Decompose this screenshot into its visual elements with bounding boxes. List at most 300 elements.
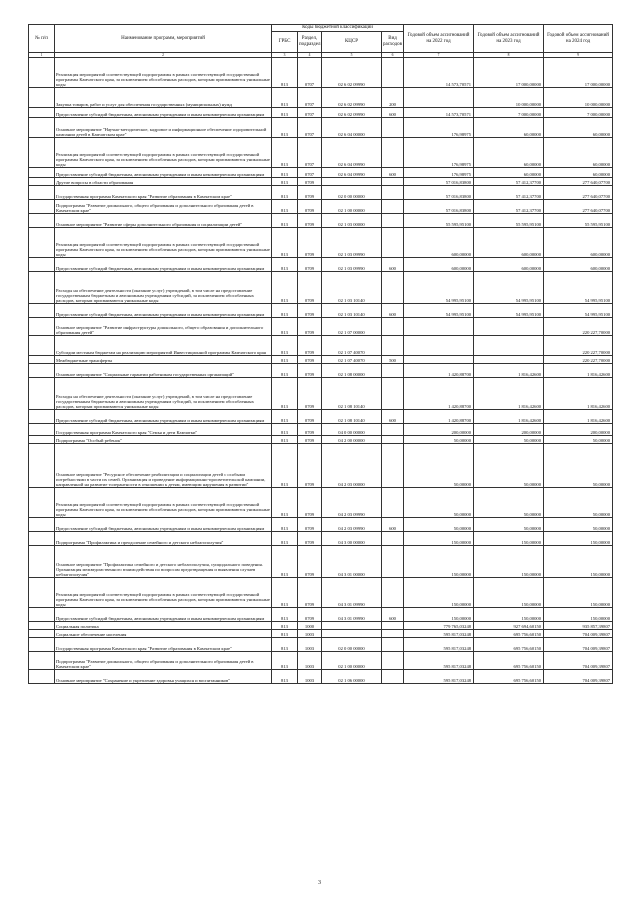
- row-amount-2023: 600,00000: [474, 258, 544, 272]
- row-amount-2024: 1 816,42600: [544, 364, 613, 378]
- row-amount-2022: 150,00000: [404, 532, 474, 546]
- row-grbs: 813: [272, 258, 298, 272]
- row-amount-2023: 150,00000: [474, 546, 544, 578]
- column-number: 9: [544, 53, 613, 58]
- row-amount-2024: 220 227,70000: [544, 356, 613, 364]
- row-grbs: 813: [272, 228, 298, 258]
- row-section: 0709: [298, 178, 322, 186]
- row-amount-2023: 50,00000: [474, 444, 544, 488]
- row-kcsr: 02 6 04 00000: [322, 118, 382, 138]
- row-number: [29, 670, 55, 684]
- row-amount-2024: 50,00000: [544, 436, 613, 444]
- row-number: [29, 652, 55, 670]
- row-amount-2024: 704 009,39807: [544, 670, 613, 684]
- row-vr: [382, 546, 404, 578]
- row-section: 0709: [298, 546, 322, 578]
- row-amount-2024: 55 595,95100: [544, 214, 613, 228]
- row-section: 0709: [298, 518, 322, 532]
- row-number: [29, 630, 55, 638]
- row-vr: 600: [382, 108, 404, 118]
- row-kcsr: 02 1 06 00000: [322, 670, 382, 684]
- header-2022: Годовой объем ассигнований на 2022 год: [404, 25, 474, 53]
- column-number: 6: [382, 53, 404, 58]
- row-vr: [382, 670, 404, 684]
- row-kcsr: 04 2 03 09990: [322, 518, 382, 532]
- row-section: 0709: [298, 356, 322, 364]
- budget-table: [28, 24, 613, 684]
- row-vr: 600: [382, 304, 404, 318]
- table-row: [29, 356, 613, 364]
- table-row: [29, 518, 613, 532]
- row-kcsr: [322, 622, 382, 630]
- row-amount-2022: 176,98975: [404, 138, 474, 168]
- row-amount-2023: 150,00000: [474, 532, 544, 546]
- row-number: [29, 138, 55, 168]
- row-vr: [382, 200, 404, 214]
- row-amount-2022: 150,00000: [404, 546, 474, 578]
- row-kcsr: 02 6 02 09990: [322, 88, 382, 108]
- row-kcsr: 02 1 07 00000: [322, 318, 382, 336]
- table-row: [29, 168, 613, 178]
- row-name: Субсидии местным бюджетам на реализацию мероприятий Инвестиционной программы Камчатского края: [55, 336, 272, 356]
- row-amount-2024: 600,00000: [544, 228, 613, 258]
- row-section: 0707: [298, 118, 322, 138]
- row-grbs: 813: [272, 364, 298, 378]
- row-grbs: 813: [272, 118, 298, 138]
- row-number: [29, 578, 55, 608]
- row-amount-2023: 57 412,37700: [474, 200, 544, 214]
- table-row: [29, 304, 613, 318]
- row-name: Государственная программа Камчатского края "Семья и дети Камчатки": [55, 424, 272, 436]
- row-amount-2023: 695 756,60150: [474, 670, 544, 684]
- row-vr: [382, 436, 404, 444]
- row-kcsr: 04 3 00 00000: [322, 532, 382, 546]
- row-vr: [382, 364, 404, 378]
- table-row: [29, 670, 613, 684]
- row-number: [29, 546, 55, 578]
- table-row: [29, 488, 613, 518]
- row-section: 0707: [298, 168, 322, 178]
- row-kcsr: 02 1 03 10140: [322, 272, 382, 304]
- row-name: Основное мероприятие "Научно-методическое, кадровое и информационное обеспечение оздоровительной кампании детей в Камчатском крае": [55, 118, 272, 138]
- row-number: [29, 622, 55, 630]
- row-name: Реализация мероприятий соответствующей подпрограммы в рамках соответствующей государственной программы Камчатского края, за исключением обособленных расходов, которым присваиваются уникальные коды: [55, 578, 272, 608]
- row-grbs: 813: [272, 378, 298, 410]
- row-vr: [382, 630, 404, 638]
- row-amount-2022: 600,00000: [404, 258, 474, 272]
- table-row: [29, 336, 613, 356]
- row-kcsr: 02 1 07 40070: [322, 336, 382, 356]
- row-amount-2022: 150,00000: [404, 578, 474, 608]
- row-amount-2022: 54 995,95100: [404, 304, 474, 318]
- row-amount-2023: 60,00000: [474, 168, 544, 178]
- row-number: [29, 424, 55, 436]
- table-row: [29, 178, 613, 186]
- header-name: Наименование программ, мероприятий: [55, 25, 272, 53]
- budget-table-page: [28, 24, 612, 684]
- row-grbs: 813: [272, 546, 298, 578]
- row-section: 1003: [298, 638, 322, 652]
- row-vr: [382, 58, 404, 88]
- header-section: Раздел, подраздел: [298, 32, 322, 53]
- row-kcsr: 02 1 08 10140: [322, 410, 382, 424]
- row-vr: [382, 138, 404, 168]
- row-amount-2023: 600,00000: [474, 228, 544, 258]
- table-row: [29, 118, 613, 138]
- table-row: [29, 186, 613, 200]
- row-section: 0709: [298, 378, 322, 410]
- row-section: 0709: [298, 318, 322, 336]
- row-number: [29, 304, 55, 318]
- row-number: [29, 200, 55, 214]
- row-section: 0709: [298, 436, 322, 444]
- row-amount-2022: 600,00000: [404, 228, 474, 258]
- row-section: 0709: [298, 424, 322, 436]
- row-amount-2024: 150,00000: [544, 532, 613, 546]
- row-name: Предоставление субсидий бюджетным, автономным учреждениям и иным некоммерческим организациям: [55, 304, 272, 318]
- header-2024: Годовой объем ассигнований на 2024 год: [544, 25, 613, 53]
- row-section: 0709: [298, 214, 322, 228]
- row-vr: [382, 178, 404, 186]
- row-amount-2022: 14 573,70571: [404, 58, 474, 88]
- row-kcsr: 04 0 00 00000: [322, 424, 382, 436]
- row-name: Социальное обеспечение населения: [55, 630, 272, 638]
- row-amount-2023: 150,00000: [474, 608, 544, 622]
- row-kcsr: 02 1 07 40070: [322, 356, 382, 364]
- row-section: 0709: [298, 336, 322, 356]
- table-row: [29, 364, 613, 378]
- row-name: Предоставление субсидий бюджетным, автономным учреждениям и иным некоммерческим организациям: [55, 518, 272, 532]
- row-grbs: 813: [272, 138, 298, 168]
- row-grbs: 813: [272, 638, 298, 652]
- row-amount-2022: 1 420,88700: [404, 410, 474, 424]
- column-number: 5: [322, 53, 382, 58]
- row-name: Государственная программа Камчатского края "Развитие образования в Камчатском крае": [55, 638, 272, 652]
- row-vr: 600: [382, 258, 404, 272]
- row-grbs: 813: [272, 608, 298, 622]
- row-vr: 200: [382, 88, 404, 108]
- row-amount-2024: 1 816,42600: [544, 378, 613, 410]
- row-number: [29, 178, 55, 186]
- row-number: [29, 488, 55, 518]
- row-name: Подпрограмма "Особый ребенок": [55, 436, 272, 444]
- row-number: [29, 168, 55, 178]
- row-amount-2023: 55 595,95100: [474, 214, 544, 228]
- table-body: [29, 58, 613, 684]
- row-amount-2022: 50,00000: [404, 444, 474, 488]
- row-amount-2022: 176,98975: [404, 168, 474, 178]
- row-amount-2023: 695 756,60150: [474, 638, 544, 652]
- row-vr: 600: [382, 410, 404, 424]
- table-row: [29, 638, 613, 652]
- table-row: [29, 88, 613, 108]
- row-amount-2022: 150,00000: [404, 608, 474, 622]
- row-vr: [382, 272, 404, 304]
- row-grbs: 813: [272, 518, 298, 532]
- row-grbs: 813: [272, 108, 298, 118]
- row-section: 0709: [298, 410, 322, 424]
- row-amount-2022: 55 595,95100: [404, 214, 474, 228]
- row-section: 0709: [298, 444, 322, 488]
- row-amount-2022: [404, 318, 474, 336]
- row-amount-2023: 695 756,60150: [474, 652, 544, 670]
- table-row: [29, 318, 613, 336]
- row-number: [29, 186, 55, 200]
- row-vr: [382, 186, 404, 200]
- row-amount-2024: 277 640,07700: [544, 178, 613, 186]
- row-vr: [382, 532, 404, 546]
- row-amount-2022: 50,00000: [404, 488, 474, 518]
- row-number: [29, 436, 55, 444]
- row-section: 0709: [298, 608, 322, 622]
- row-kcsr: 04 2 00 00000: [322, 436, 382, 444]
- row-number: [29, 444, 55, 488]
- row-vr: [382, 578, 404, 608]
- row-amount-2024: 200,00000: [544, 424, 613, 436]
- row-amount-2024: 60,00000: [544, 118, 613, 138]
- page-number: 3: [318, 880, 321, 886]
- row-vr: [382, 638, 404, 652]
- row-number: [29, 532, 55, 546]
- row-amount-2022: 595 817,03248: [404, 630, 474, 638]
- row-name: Предоставление субсидий бюджетным, автономным учреждениям и иным некоммерческим организациям: [55, 608, 272, 622]
- row-kcsr: 02 1 08 00000: [322, 364, 382, 378]
- row-kcsr: [322, 630, 382, 638]
- row-grbs: 813: [272, 622, 298, 630]
- table-row: [29, 214, 613, 228]
- table-row: [29, 652, 613, 670]
- row-amount-2023: 1 816,42600: [474, 364, 544, 378]
- row-amount-2023: 200,00000: [474, 424, 544, 436]
- row-grbs: 813: [272, 58, 298, 88]
- row-amount-2024: 704 009,39807: [544, 652, 613, 670]
- row-amount-2023: 60,00000: [474, 118, 544, 138]
- row-grbs: 813: [272, 410, 298, 424]
- row-kcsr: [322, 178, 382, 186]
- row-amount-2023: 927 694,60150: [474, 622, 544, 630]
- row-kcsr: 02 1 03 09990: [322, 228, 382, 258]
- row-amount-2022: 57 016,83800: [404, 200, 474, 214]
- row-amount-2022: 595 817,03248: [404, 670, 474, 684]
- row-name: Основное мероприятие "Сохранение и укрепление здоровья учащихся и воспитанников": [55, 670, 272, 684]
- table-row: [29, 58, 613, 88]
- row-amount-2024: 150,00000: [544, 546, 613, 578]
- column-number: 8: [474, 53, 544, 58]
- table-row: [29, 444, 613, 488]
- row-section: 0709: [298, 488, 322, 518]
- row-amount-2024: 60,00000: [544, 138, 613, 168]
- row-amount-2024: 277 640,07700: [544, 186, 613, 200]
- header-kcsr: КЦСР: [322, 32, 382, 53]
- row-kcsr: 02 6 04 09990: [322, 168, 382, 178]
- row-amount-2024: 50,00000: [544, 488, 613, 518]
- row-amount-2023: 50,00000: [474, 518, 544, 532]
- row-name: Подпрограмма "Профилактика и преодоление семейного и детского неблагополучия": [55, 532, 272, 546]
- row-section: 1003: [298, 630, 322, 638]
- row-name: Основное мероприятие "Социальные гарантии работникам государственных организаций": [55, 364, 272, 378]
- row-number: [29, 318, 55, 336]
- row-section: 0709: [298, 532, 322, 546]
- table-row: [29, 622, 613, 630]
- row-vr: 500: [382, 356, 404, 364]
- row-section: 0709: [298, 228, 322, 258]
- row-amount-2024: 60,00000: [544, 168, 613, 178]
- row-grbs: 813: [272, 168, 298, 178]
- row-name: Реализация мероприятий соответствующей подпрограммы в рамках соответствующей государственной программы Камчатского края, за исключением обособленных расходов, которым присваиваются уникальные коды: [55, 138, 272, 168]
- row-grbs: 813: [272, 178, 298, 186]
- column-number: 4: [298, 53, 322, 58]
- row-name: Реализация мероприятий соответствующей подпрограммы в рамках соответствующей государственной программы Камчатского края, за исключением обособленных расходов, которым присваиваются уникальные коды: [55, 228, 272, 258]
- row-amount-2022: 50,00000: [404, 436, 474, 444]
- row-amount-2024: 220 227,70000: [544, 336, 613, 356]
- row-number: [29, 410, 55, 424]
- row-kcsr: 02 1 00 00000: [322, 652, 382, 670]
- row-section: 0707: [298, 58, 322, 88]
- row-amount-2024: 1 816,42600: [544, 410, 613, 424]
- row-kcsr: 02 6 04 09990: [322, 138, 382, 168]
- row-amount-2022: 200,00000: [404, 424, 474, 436]
- row-vr: [382, 214, 404, 228]
- header-vr: Вид расходов: [382, 32, 404, 53]
- row-name: Предоставление субсидий бюджетным, автономным учреждениям и иным некоммерческим организациям: [55, 410, 272, 424]
- row-amount-2023: 1 816,42600: [474, 410, 544, 424]
- row-kcsr: 02 1 03 10140: [322, 304, 382, 318]
- table-row: [29, 424, 613, 436]
- row-amount-2024: 7 000,00000: [544, 108, 613, 118]
- row-name: Расходы на обеспечение деятельности (оказание услуг) учреждений, в том числе на предоставление государственным бюджетным и автономным учреждениям субсидий, за исключением обособленных расходов, которым присваиваются уникальные коды: [55, 272, 272, 304]
- row-amount-2024: 150,00000: [544, 578, 613, 608]
- row-amount-2023: 17 000,00000: [474, 58, 544, 88]
- table-row: [29, 258, 613, 272]
- row-amount-2024: 54 995,95100: [544, 272, 613, 304]
- table-row: [29, 108, 613, 118]
- row-grbs: 813: [272, 444, 298, 488]
- row-amount-2023: [474, 336, 544, 356]
- row-kcsr: 02 1 00 00000: [322, 200, 382, 214]
- table-row: [29, 138, 613, 168]
- row-vr: [382, 424, 404, 436]
- row-amount-2024: 150,00000: [544, 608, 613, 622]
- row-amount-2023: 57 412,37700: [474, 186, 544, 200]
- row-name: Подпрограмма "Развитие дошкольного, общего образования и дополнительного образования детей в Камчатском крае": [55, 200, 272, 214]
- row-name: Закупка товаров, работ и услуг для обеспечения государственных (муниципальных) нужд: [55, 88, 272, 108]
- table-row: [29, 410, 613, 424]
- row-grbs: 813: [272, 336, 298, 356]
- row-grbs: 813: [272, 200, 298, 214]
- header-grbs: ГРБС: [272, 32, 298, 53]
- row-amount-2023: 50,00000: [474, 488, 544, 518]
- row-vr: 600: [382, 168, 404, 178]
- row-amount-2023: 60,00000: [474, 138, 544, 168]
- row-section: 0709: [298, 578, 322, 608]
- table-row: [29, 228, 613, 258]
- row-amount-2024: 220 227,70000: [544, 318, 613, 336]
- row-amount-2023: 1 816,42600: [474, 378, 544, 410]
- row-amount-2024: 277 640,07700: [544, 200, 613, 214]
- row-grbs: 813: [272, 652, 298, 670]
- row-vr: [382, 378, 404, 410]
- row-vr: 600: [382, 608, 404, 622]
- row-kcsr: 02 0 00 00000: [322, 186, 382, 200]
- row-kcsr: 04 3 01 09990: [322, 578, 382, 608]
- row-grbs: 813: [272, 436, 298, 444]
- row-grbs: 813: [272, 630, 298, 638]
- row-amount-2023: 54 995,95100: [474, 272, 544, 304]
- row-vr: [382, 336, 404, 356]
- row-name: Другие вопросы в области образования: [55, 178, 272, 186]
- row-number: [29, 638, 55, 652]
- row-name: Государственная программа Камчатского края "Развитие образования в Камчатском крае": [55, 186, 272, 200]
- row-kcsr: 04 3 01 00000: [322, 546, 382, 578]
- row-number: [29, 214, 55, 228]
- table-row: [29, 532, 613, 546]
- row-vr: [382, 118, 404, 138]
- row-name: Межбюджетные трансферты: [55, 356, 272, 364]
- row-grbs: 813: [272, 488, 298, 518]
- row-number: [29, 356, 55, 364]
- row-kcsr: 02 6 02 09990: [322, 58, 382, 88]
- row-kcsr: 02 1 03 09990: [322, 258, 382, 272]
- row-amount-2022: 779 765,03248: [404, 622, 474, 630]
- table-row: [29, 378, 613, 410]
- column-number: 7: [404, 53, 474, 58]
- row-amount-2022: 57 016,83800: [404, 186, 474, 200]
- row-amount-2022: 595 817,03248: [404, 638, 474, 652]
- row-name: Основное мероприятие "Развитие сферы дополнительного образования и социализации детей": [55, 214, 272, 228]
- row-kcsr: 02 1 08 10140: [322, 378, 382, 410]
- row-section: 0709: [298, 272, 322, 304]
- row-number: [29, 108, 55, 118]
- row-amount-2022: 1 420,88700: [404, 378, 474, 410]
- row-amount-2023: 7 000,00000: [474, 108, 544, 118]
- row-amount-2024: 935 857,39807: [544, 622, 613, 630]
- row-number: [29, 518, 55, 532]
- table-row: [29, 630, 613, 638]
- row-number: [29, 88, 55, 108]
- row-kcsr: 04 2 03 00000: [322, 444, 382, 488]
- row-grbs: 813: [272, 214, 298, 228]
- table-row: [29, 272, 613, 304]
- row-name: Основное мероприятие "Развитие инфраструктуры дошкольного, общего образования и дополнительного образования детей": [55, 318, 272, 336]
- row-section: 0709: [298, 200, 322, 214]
- row-number: [29, 378, 55, 410]
- row-amount-2022: [404, 88, 474, 108]
- row-vr: [382, 444, 404, 488]
- row-kcsr: 04 2 03 09990: [322, 488, 382, 518]
- row-amount-2022: 595 817,03248: [404, 652, 474, 670]
- row-grbs: 813: [272, 578, 298, 608]
- row-amount-2024: 704 009,39807: [544, 638, 613, 652]
- row-vr: [382, 622, 404, 630]
- header-codes-group: Коды бюджетной классификации: [272, 25, 404, 32]
- row-amount-2023: 54 995,95100: [474, 304, 544, 318]
- row-name: Предоставление субсидий бюджетным, автономным учреждениям и иным некоммерческим организациям: [55, 168, 272, 178]
- header-num: № п/п: [29, 25, 55, 53]
- row-section: 0707: [298, 88, 322, 108]
- row-amount-2022: 50,00000: [404, 518, 474, 532]
- row-amount-2022: 1 420,88700: [404, 364, 474, 378]
- row-number: [29, 336, 55, 356]
- row-grbs: 813: [272, 670, 298, 684]
- row-kcsr: 02 6 02 09990: [322, 108, 382, 118]
- row-section: 1003: [298, 670, 322, 684]
- row-amount-2024: 600,00000: [544, 258, 613, 272]
- row-number: [29, 608, 55, 622]
- row-vr: [382, 318, 404, 336]
- row-name: Расходы на обеспечение деятельности (оказание услуг) учреждений, в том числе на предоставление государственным бюджетным и автономным учреждениям субсидий, за исключением обособленных расходов, которым присваиваются уникальные коды: [55, 378, 272, 410]
- row-amount-2023: 695 756,60150: [474, 630, 544, 638]
- row-amount-2023: 50,00000: [474, 436, 544, 444]
